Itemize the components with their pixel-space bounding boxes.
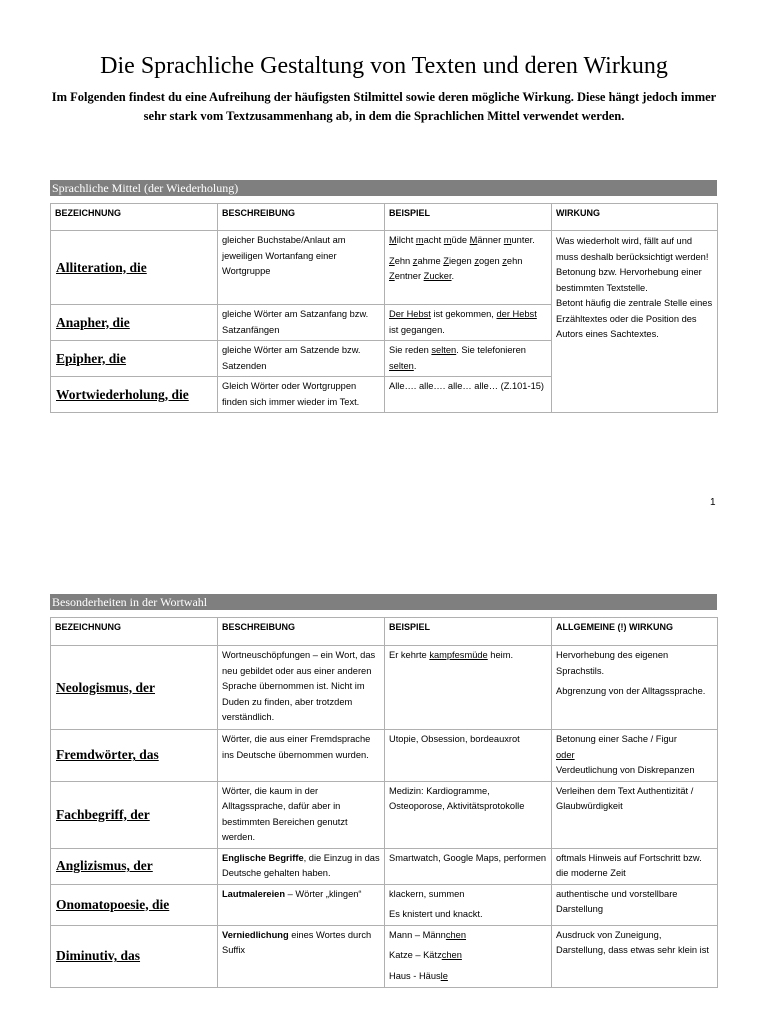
effect-cell: Was wiederholt wird, fällt auf und muss deshalb berücksichtigt werden! Betonung bzw. Hervorhebung einer bestimmten Textstelle. Betont häufig die zentrale Stelle eines Erzähltextes oder die Position des Autors eines Sachtextes. <box>552 231 718 413</box>
term-cell <box>51 730 218 782</box>
term-cell <box>51 884 218 925</box>
term-label: Fremdwörter, das <box>56 747 159 763</box>
term-cell <box>51 925 218 987</box>
table-row <box>51 848 718 884</box>
description-cell: Lautmalereien – Wörter „klingen“ <box>218 884 385 925</box>
section-heading-word-choice: Besonderheiten in der Wortwahl <box>50 594 717 610</box>
column-header: BEZEICHNUNG <box>51 618 218 646</box>
table-header-row <box>51 204 718 231</box>
column-header: BESCHREIBUNG <box>218 204 385 231</box>
table-row <box>51 730 718 782</box>
term-label: Neologismus, der <box>56 679 155 695</box>
word-choice-table <box>50 617 718 988</box>
example-cell: Mann – Männchen Katze – Kätzchen Haus - Häusle <box>385 925 552 987</box>
intro-text: Im Folgenden findest du eine Aufreihung der häufigsten Stilmittel sowie deren mögliche Wirkung. Diese hängt jedoch immer sehr stark vom Textzusammenhang ab, in dem die Sprachlichen Mittel verwendet werden. <box>51 90 717 123</box>
term-cell <box>51 377 218 413</box>
term-cell <box>51 781 218 848</box>
example-cell: Alle…. alle…. alle… alle… (Z.101-15) <box>385 377 552 413</box>
page-number: 1 <box>710 497 716 508</box>
column-header: BEISPIEL <box>385 204 552 231</box>
column-header: BESCHREIBUNG <box>218 618 385 646</box>
term-label: Diminutiv, das <box>56 948 141 963</box>
effect-cell: Ausdruck von Zuneigung, Darstellung, dass etwas sehr klein ist <box>552 925 718 987</box>
table-row <box>51 231 718 305</box>
term-label: Fachbegriff, der <box>56 806 150 822</box>
description-cell: Gleich Wörter oder Wortgruppen finden sich immer wieder im Text. <box>218 377 385 413</box>
term-cell <box>51 305 218 341</box>
example-cell: Utopie, Obsession, bordeauxrot <box>385 730 552 782</box>
term-cell <box>51 341 218 377</box>
table-row <box>51 781 718 848</box>
term-cell <box>51 848 218 884</box>
table-row <box>51 884 718 925</box>
effect-cell: oftmals Hinweis auf Fortschritt bzw. die moderne Zeit <box>552 848 718 884</box>
example-cell: klackern, summen Es knistert und knackt. <box>385 884 552 925</box>
term-label: Anapher, die <box>56 314 130 330</box>
term-cell <box>51 231 218 305</box>
column-header: BEISPIEL <box>385 618 552 646</box>
example-cell: Er kehrte kampfesmüde heim. <box>385 646 552 730</box>
term-label: Wortwiederholung, die <box>56 386 189 402</box>
effect-cell: Verleihen dem Text Authentizität / Glaubwürdigkeit <box>552 781 718 848</box>
column-header: BEZEICHNUNG <box>51 204 218 231</box>
term-label: Onomatopoesie, die <box>56 896 170 912</box>
term-label: Anglizismus, der <box>56 858 153 873</box>
term-label: Alliteration, die <box>56 259 147 275</box>
table-row <box>51 925 718 987</box>
description-cell: gleiche Wörter am Satzende bzw. Satzenden <box>218 341 385 377</box>
example-cell: Medizin: Kardiogramme, Osteoporose, Aktivitätsprotokolle <box>385 781 552 848</box>
effect-cell: Betonung einer Sache / Figur oder Verdeutlichung von Diskrepanzen <box>552 730 718 782</box>
example-cell: Sie reden selten. Sie telefonieren selten. <box>385 341 552 377</box>
table-header-row <box>51 618 718 646</box>
term-cell <box>51 646 218 730</box>
example-cell: Milcht macht müde Männer munter. Zehn zahme Ziegen zogen zehn Zentner Zucker. <box>385 231 552 305</box>
effect-cell: Hervorhebung des eigenen Sprachstils. Abgrenzung von der Alltagssprache. <box>552 646 718 730</box>
section-heading-repetition: Sprachliche Mittel (der Wiederholung) <box>50 180 717 196</box>
description-cell: Wortneuschöpfungen – ein Wort, das neu gebildet oder aus einer anderen Sprache übernommen ist. Nicht im Duden zu finden, aber trotzdem verständlich. <box>218 646 385 730</box>
description-cell: Wörter, die aus einer Fremdsprache ins Deutsche übernommen wurden. <box>218 730 385 782</box>
description-cell: Englische Begriffe, die Einzug in das Deutsche gehalten haben. <box>218 848 385 884</box>
table-row <box>51 646 718 730</box>
description-cell: Wörter, die kaum in der Alltagssprache, dafür aber in bestimmten Bereichen genutzt werden. <box>218 781 385 848</box>
description-cell: Verniedlichung eines Wortes durch Suffix <box>218 925 385 987</box>
column-header: ALLGEMEINE (!) WIRKUNG <box>552 618 718 646</box>
repetition-table <box>50 203 718 413</box>
effect-cell: authentische und vorstellbare Darstellung <box>552 884 718 925</box>
description-cell: gleiche Wörter am Satzanfang bzw. Satzanfängen <box>218 305 385 341</box>
example-cell: Der Hebst ist gekommen, der Hebst ist gegangen. <box>385 305 552 341</box>
description-cell: gleicher Buchstabe/Anlaut am jeweiligen Wortanfang einer Wortgruppe <box>218 231 385 305</box>
page-title: Die Sprachliche Gestaltung von Texten und deren Wirkung <box>100 53 668 79</box>
example-cell: Smartwatch, Google Maps, performen <box>385 848 552 884</box>
column-header: WIRKUNG <box>552 204 718 231</box>
term-label: Epipher, die <box>56 350 127 366</box>
